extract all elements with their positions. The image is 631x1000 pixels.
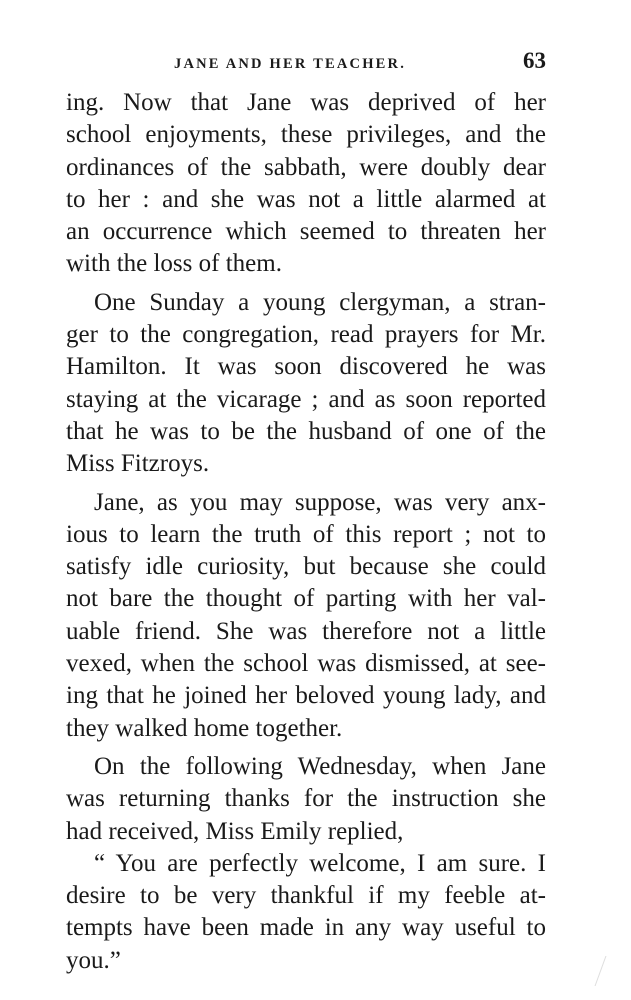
page-number: 63 xyxy=(523,48,546,73)
text-line: was returning thanks for the instruction she xyxy=(66,785,546,813)
text-line: ing. Now that Jane was deprived of her xyxy=(66,89,546,116)
text-line: staying at the vicarage ; and as soon reported xyxy=(66,385,546,413)
text-line: desire to be very thankful if my feeble at- xyxy=(66,882,546,910)
text-line: you.” xyxy=(66,946,121,974)
text-line: satisfy idle curiosity, but because she could xyxy=(66,553,546,581)
paragraph-1 xyxy=(66,87,546,281)
text-line: On the following Wednesday, when Jane xyxy=(94,752,546,780)
body-text xyxy=(66,87,546,977)
page-edge-mark xyxy=(595,956,627,986)
paragraph-2 xyxy=(66,287,546,481)
text-line: ordinances of the sabbath, were doubly dear xyxy=(66,153,546,181)
text-line: “ You are perfectly welcome, I am sure. I xyxy=(94,849,546,877)
text-line: that he was to be the husband of one of the xyxy=(66,417,546,445)
text-line: Miss Fitzroys. xyxy=(66,450,210,478)
running-title: JANE AND HER TEACHER. xyxy=(174,56,407,72)
text-line: One Sunday a young clergyman, a stran- xyxy=(94,288,546,316)
text-line: they walked home together. xyxy=(66,714,343,742)
text-line: Jane, as you may suppose, was very anx- xyxy=(94,488,546,516)
text-line: vexed, when the school was dismissed, at see- xyxy=(66,650,546,678)
text-line: with the loss of them. xyxy=(66,250,282,278)
text-line: school enjoyments, these privileges, and the xyxy=(66,121,546,149)
text-line: not bare the thought of parting with her val- xyxy=(66,585,546,613)
text-line: tempts have been made in any way useful to xyxy=(66,914,546,942)
text-line: had received, Miss Emily replied, xyxy=(66,817,404,845)
text-line: an occurrence which seemed to threaten her xyxy=(66,218,546,246)
text-line: uable friend. She was therefore not a little xyxy=(66,617,546,645)
text-line: ger to the congregation, read prayers for Mr. xyxy=(66,321,546,349)
text-line: Hamilton. It was soon discovered he was xyxy=(66,353,546,381)
paragraph-5 xyxy=(66,848,546,977)
page-header xyxy=(66,46,554,78)
text-line: ious to learn the truth of this report ; not to xyxy=(66,520,546,548)
paragraph-3 xyxy=(66,487,546,745)
text-line: to her : and she was not a little alarmed at xyxy=(66,185,546,213)
paragraph-4 xyxy=(66,751,546,848)
text-line: ing that he joined her beloved young lady, and xyxy=(66,682,546,710)
